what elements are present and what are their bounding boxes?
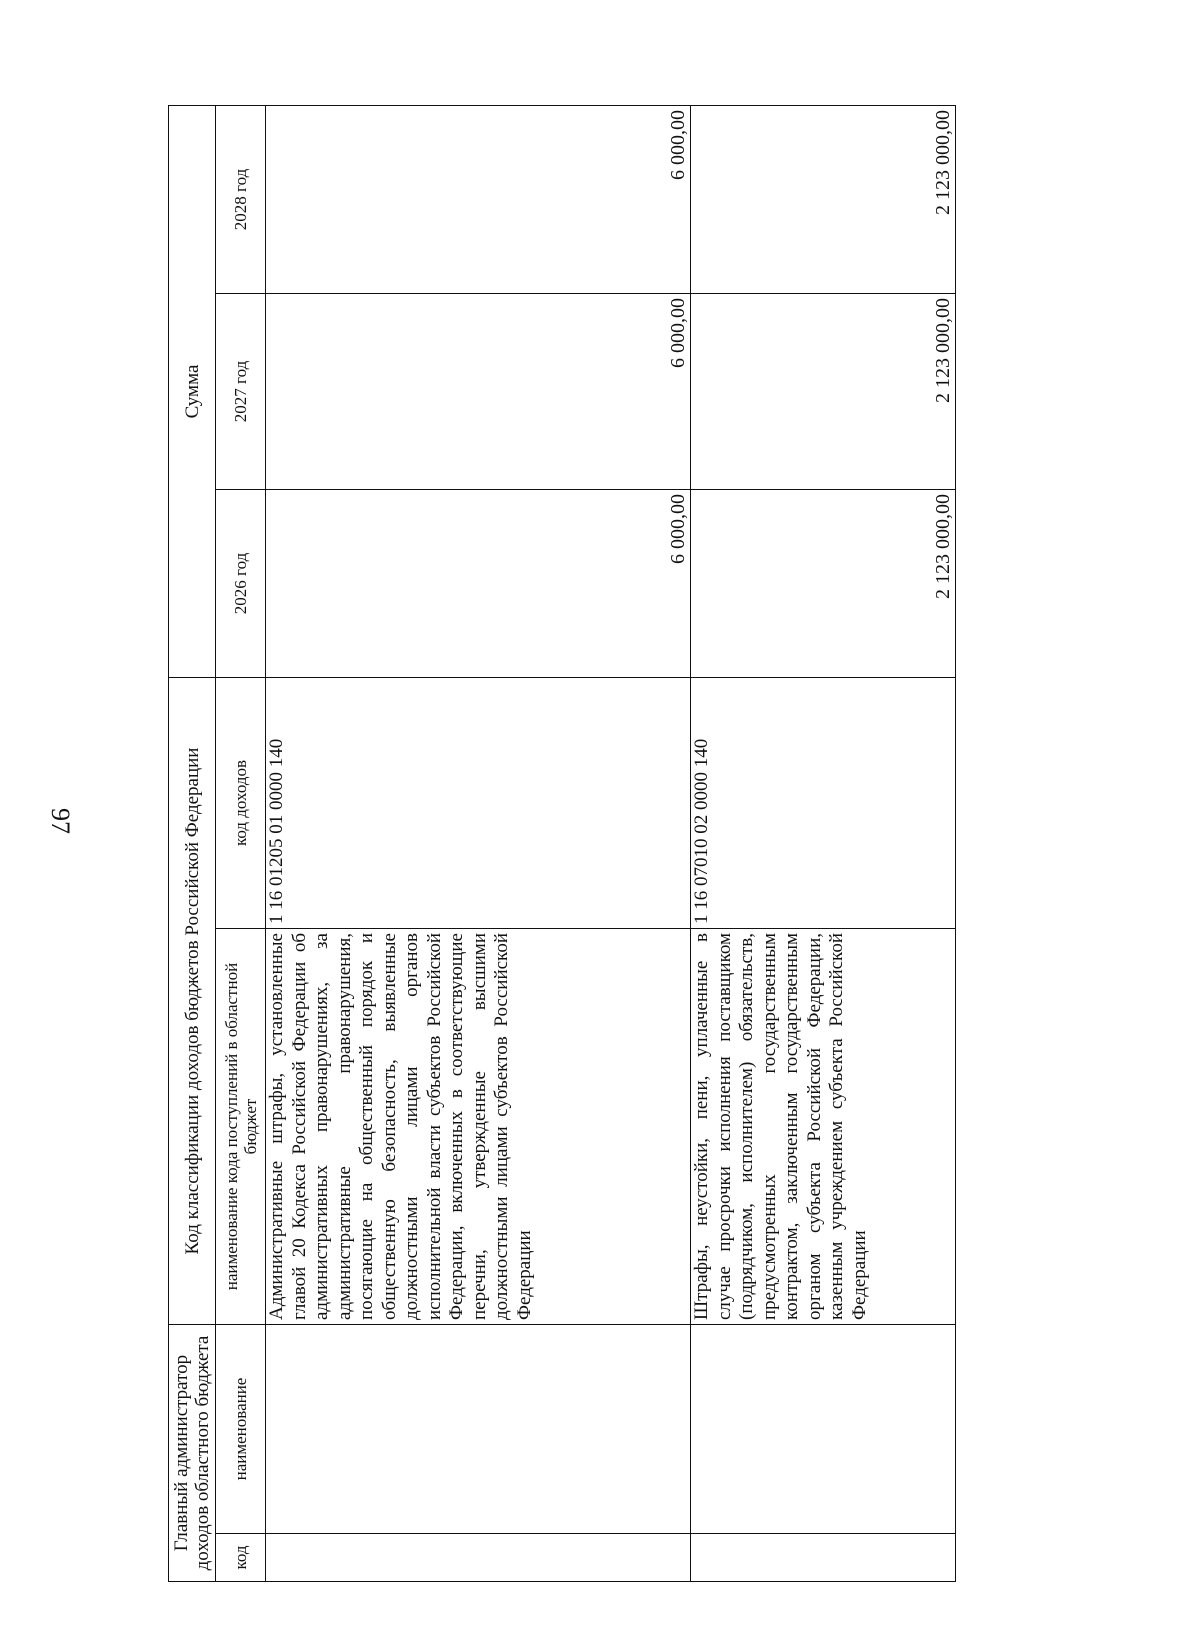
- income-classification-table: [168, 105, 956, 1582]
- admin-name-cell: [266, 1325, 691, 1534]
- admin-name-cell: [691, 1325, 956, 1534]
- admin-code-cell: [691, 1534, 956, 1582]
- sum-2028-cell: 2 123 000,00: [691, 106, 956, 294]
- income-name-cell: Штрафы, неустойки, пени, уплаченные в случае просрочки исполнения поставщиком (подрядчиком, исполнителем) обязательств, предусмотренных государственным контрактом, заключенным государственным органом субъекта Российской Федерации, казенным учреждением субъекта Российской Федерации: [691, 929, 956, 1325]
- table-row: [691, 106, 956, 1582]
- income-code-cell: 1 16 01205 01 0000 140: [266, 678, 691, 929]
- income-name-cell: Административные штрафы, установленные главой 20 Кодекса Российской Федерации об административных правонарушениях, за административные правонарушения, посягающие на общественный порядок и общественную безопасность, выявленные должностными лицами органов исполнительной власти субъектов Российской Федерации, включенных в соответствующие перечни, утвержденные высшими должностными лицами субъектов Российской Федерации: [266, 929, 691, 1325]
- col-income-code-header: код доходов: [216, 678, 266, 929]
- col-2027-header: 2027 год: [216, 294, 266, 490]
- col-2026-header: 2026 год: [216, 490, 266, 678]
- sum-2027-cell: 6 000,00: [266, 294, 691, 490]
- sum-2027-cell: 2 123 000,00: [691, 294, 956, 490]
- admin-code-cell: [266, 1534, 691, 1582]
- header-column-row: [216, 106, 266, 1582]
- col-2028-header: 2028 год: [216, 106, 266, 294]
- classification-group-header: Код классификации доходов бюджетов Российской Федерации: [169, 678, 216, 1325]
- sum-2026-cell: 2 123 000,00: [691, 490, 956, 678]
- sum-group-header: Сумма: [169, 106, 216, 678]
- sum-2028-cell: 6 000,00: [266, 106, 691, 294]
- page-number: 97: [46, 808, 75, 834]
- table-row: [266, 106, 691, 1582]
- col-name-header: наименование: [216, 1325, 266, 1534]
- admin-group-header: Главный администратор доходов областного бюджета: [169, 1325, 216, 1582]
- income-code-cell: 1 16 07010 02 0000 140: [691, 678, 956, 929]
- rotated-budget-table: [168, 106, 996, 1582]
- col-code-header: код: [216, 1534, 266, 1582]
- col-income-name-header: наименование кода поступлений в областной бюджет: [216, 929, 266, 1325]
- header-group-row: [169, 106, 216, 1582]
- sum-2026-cell: 6 000,00: [266, 490, 691, 678]
